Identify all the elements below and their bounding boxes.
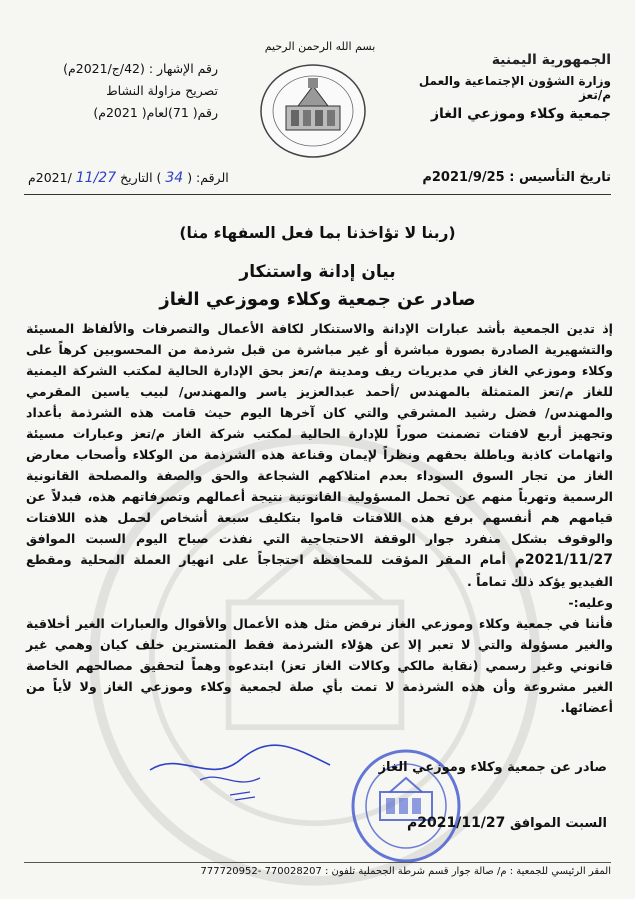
protest-date: 2021/11/27م: [514, 552, 613, 568]
reference-line: [28, 170, 229, 186]
paragraph-1: إذ تدين الجمعية بأشد عبارات الإدانة والاستنكار لكافة الأعمال والتصرفات والألفاظ المسيئة والتشهيرية الصادرة بصورة مباشرة أو غير مباشرة من قبل شرذمة من المحسوبين كرهاً على وكلاء وموزعي الغاز في مديريات ريف ومدينة م/تعز بحق الإدارة الحالية لمكتب الشركة اليمنية للغاز م/تعز المتمثلة بالمهندس /أحمد عبدالعزيز ياسر والمهندس/ لبيب ياسين المقرمي والمهندس/ فضل رشيد المشرقي والتي كان آخرها اليوم حيث قامت هذه الشرذمة بأعداد وتجهيز أربع لافتات تضمنت صوراً للإدارة الحالية لمكتب شركة الغاز م/تعز وعبارات مسيئة واتهامات كاذبة وباطلة بحقهم ونظراً لإيمان وقناعة هذه الشرذمة من الوكلاء وأصحاب معارض الغاز من تجار السوق السوداء بعدم امتلاكهم الشجاعة والحق والصفة والمصلحة القانونية الرسمية وتهرباً منهم عن تحمل المسؤولية القانونية نتيجة أعمالهم وتصرفاتهم هذه، فبدلاً عن قيامهم هم أنفسهم برفع هذه اللافتات قاموا بتكليف سبعة أشخاص لحمل هذه اللافتات والوقوف بشكل منفرد جوار الوقفة الاحتجاجية التي نفذت صباح اليوم السبت الموافق 2021/11/27م أمام المقر المؤقت للمحافظة احتجاجاً على انهيار العملة المحلية ومقطع الفيديو يؤكد ذلك تماماً .: [26, 321, 613, 589]
announcement-number: رقم الإشهار : (42/ج/2021م): [63, 61, 218, 76]
license-number: رقم( 71)لعام( 2021م): [93, 105, 218, 120]
paragraph-2: فأننا في جمعية وكلاء وموزعي الغاز نرفض مثل هذه الأعمال والأقوال والعبارات الغير أخلاقية والغير مسؤولة والتي لا تعبر إلا عن هؤلاء الشرذمة فقط المتسترين خلف كيان وهمي غير قانوني وغير رسمي (نقابة مالكي وكالات الغاز تعز) ابتدعوه وهماً لتحقيق مصالحهم الخاصة الغير مشروعة وأن هذه الشرذمة لا تمت بأي صلة لجمعية وكلاء وموزعي الغاز ولا لأياً من أعضائها.: [26, 616, 613, 715]
country-name: الجمهورية اليمنية: [491, 52, 611, 68]
header-divider: [24, 194, 611, 195]
footer-address: المقر الرئيسي للجمعية : م/ صالة جوار قسم شرطة الجحملية تلفون : 770028207 -777720952: [200, 866, 611, 877]
header-left-block: [28, 58, 218, 124]
reference-number-handwritten: 34: [165, 170, 184, 186]
statement-subtitle: صادر عن جمعية وكلاء وموزعي الغاز: [159, 289, 476, 310]
statement-title: بيان إدانة واستنكار: [239, 262, 396, 282]
opening-verse: (ربنا لا تؤاخذنا بما فعل السفهاء منا): [179, 224, 456, 242]
closing-block: [379, 760, 607, 831]
reference-date-label: ) التاريخ: [120, 170, 162, 185]
reference-date-handwritten: 11/27: [75, 170, 117, 186]
footer-divider: [24, 862, 611, 863]
handwritten-signature: [140, 740, 340, 810]
ministry-name: وزارة الشؤون الإجتماعية والعمل م/تعز: [418, 74, 611, 102]
association-logo: [258, 62, 368, 160]
founding-date: تاريخ التأسيس : 2021/9/25م: [422, 170, 611, 185]
issuer-line: صادر عن جمعية وكلاء وموزعي الغاز: [378, 760, 607, 775]
basmala: بسم الله الرحمن الرحيم: [264, 40, 376, 53]
header-right-block: [406, 52, 611, 122]
license-title: تصريح مزاولة النشاط: [106, 83, 218, 98]
statement-body: [26, 318, 613, 718]
reference-year: /2021م: [28, 170, 72, 185]
association-name: جمعية وكلاء وموزعي الغاز: [430, 106, 611, 122]
reference-number-label: الرقم: (: [187, 170, 229, 185]
whereas-label: وعليه:-: [568, 595, 613, 610]
closing-date: السبت الموافق 2021/11/27م: [406, 815, 607, 831]
